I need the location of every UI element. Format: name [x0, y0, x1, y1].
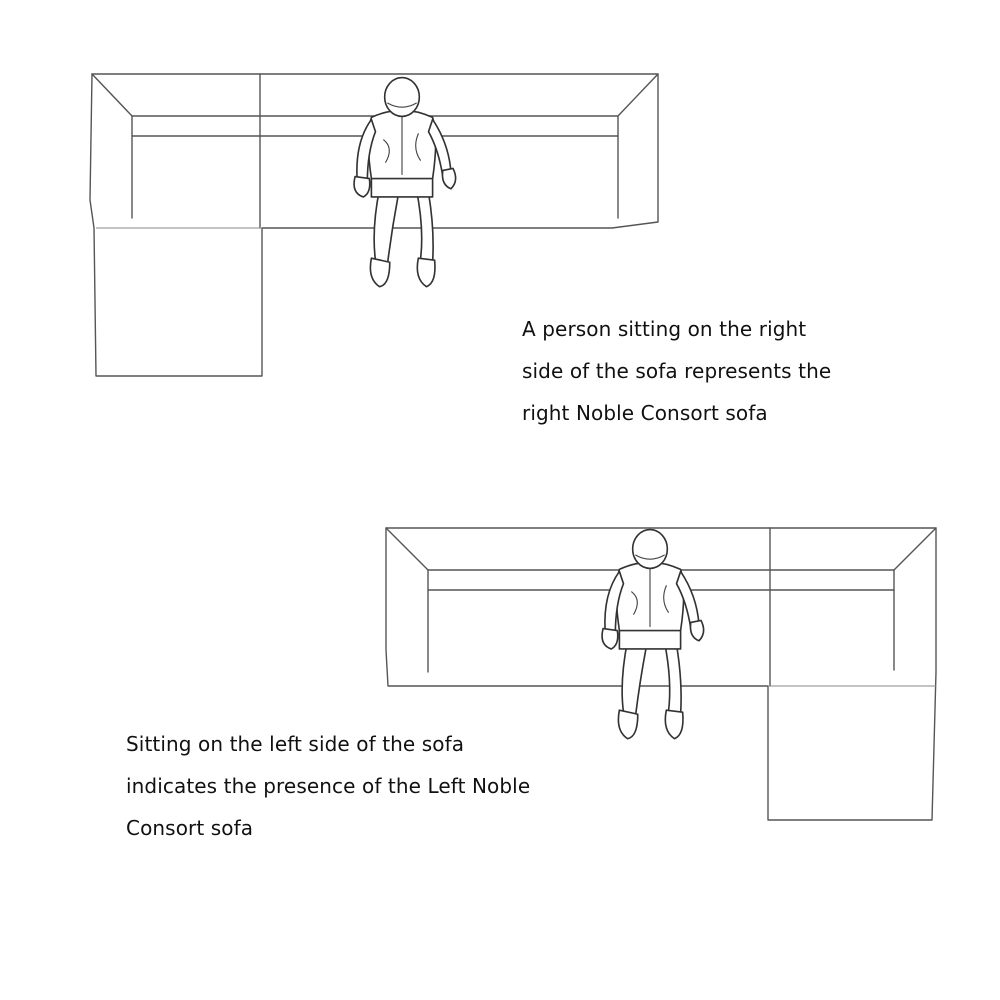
top-caption-line: A person sitting on the right — [522, 317, 807, 341]
bottom-person — [602, 530, 704, 739]
bottom-caption-line: Sitting on the left side of the sofa — [126, 732, 465, 756]
top-person — [354, 78, 456, 287]
bottom-caption — [126, 723, 530, 849]
top-caption-line: right Noble Consort sofa — [522, 401, 768, 425]
top-caption — [522, 308, 831, 434]
bottom-caption-line: indicates the presence of the Left Noble — [126, 774, 531, 798]
bottom-caption-line: Consort sofa — [126, 816, 254, 840]
top-caption-line: side of the sofa represents the — [522, 359, 832, 383]
